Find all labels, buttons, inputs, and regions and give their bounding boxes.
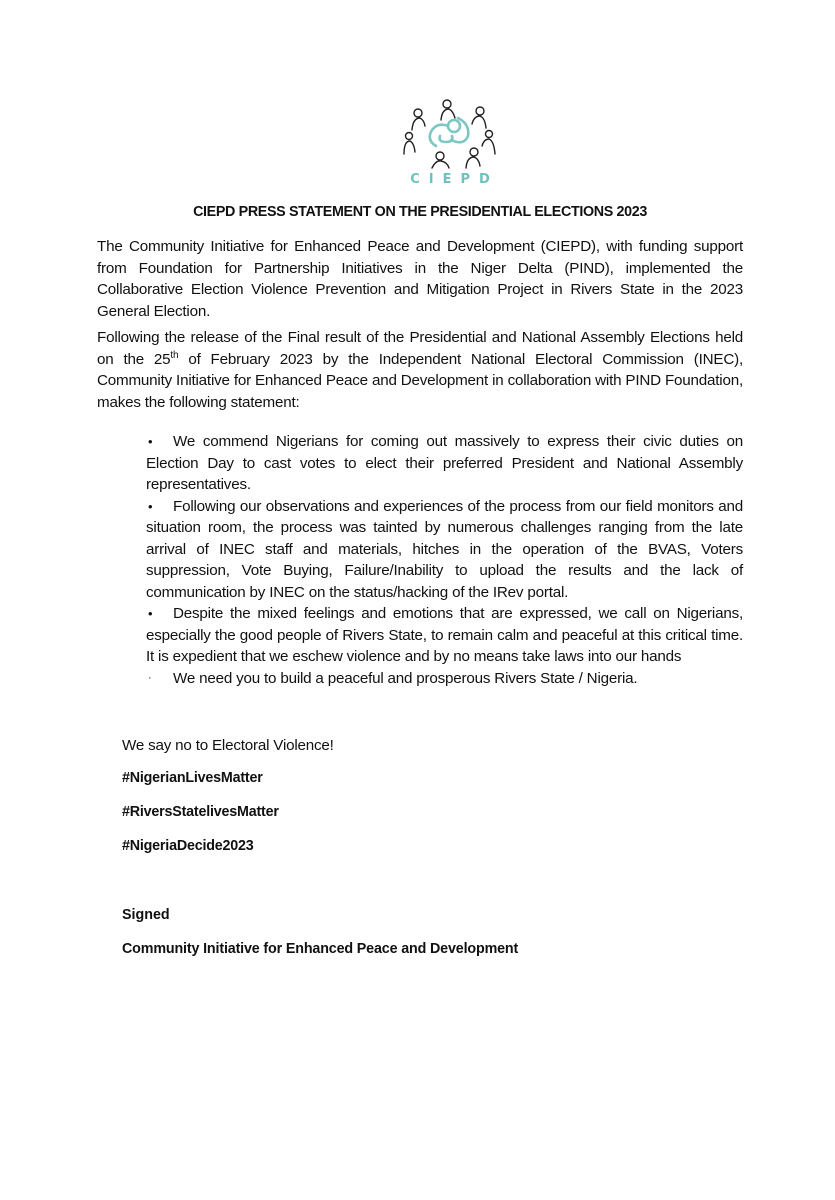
logo-wordmark: CIEPD bbox=[410, 172, 499, 187]
ordinal-suffix: th bbox=[170, 349, 179, 361]
context-text-after: of February 2023 by the Independent National Electoral Commission (INEC), Community Initiative for Enhanced Peace and Development in collaboration with PIND Foundation, makes the following statement: bbox=[97, 350, 743, 411]
list-item-text: We commend Nigerians for coming out massively to express their civic duties on Election Day to cast votes to elect their preferred President and National Assembly representatives. bbox=[146, 433, 743, 493]
closing-statement: We say no to Electoral Violence! bbox=[122, 737, 334, 754]
intro-paragraph: The Community Initiative for Enhanced Peace and Development (CIEPD), with funding support from Foundation for Partnership Initiatives in the Niger Delta (PIND), implemented the Collaborative Election Violence Prevention and Mitigation Project in Rivers State in the 2023 General Election. bbox=[97, 238, 743, 320]
list-item bbox=[146, 496, 743, 604]
list-item bbox=[146, 431, 743, 496]
hashtag: #NigeriaDecide2023 bbox=[122, 838, 254, 854]
ciepd-people-circle-logo-icon bbox=[396, 96, 504, 174]
list-item bbox=[146, 668, 743, 690]
list-item-text: Following our observations and experiences of the process from our field monitors and situation room, the process was tainted by numerous challenges ranging from the late arrival of INEC staff and materials, hitches in the operation of the BVAS, Voters suppression, Vote Buying, Failure/Inability to upload the results and the lack of communication by INEC on the status/hacking of the IRev portal. bbox=[146, 497, 743, 601]
bullet-icon: • bbox=[148, 434, 153, 449]
document-title: CIEPD PRESS STATEMENT ON THE PRESIDENTIAL ELECTIONS 2023 bbox=[193, 204, 647, 220]
signed-label: Signed bbox=[122, 907, 170, 923]
context-paragraph bbox=[97, 327, 743, 413]
context-text-before: Following the release of the Final result of the Presidential and National Assembly Elections held on the 25 bbox=[97, 329, 743, 368]
signatory-name: Community Initiative for Enhanced Peace and Development bbox=[122, 941, 519, 957]
hashtag: #RiversStatelivesMatter bbox=[122, 804, 279, 820]
hashtag: #NigerianLivesMatter bbox=[122, 770, 263, 786]
ciepd-logo bbox=[396, 96, 504, 192]
bullet-icon: • bbox=[148, 606, 153, 621]
list-item-text: We need you to build a peaceful and prosperous Rivers State / Nigeria. bbox=[173, 669, 638, 687]
list-item bbox=[146, 603, 743, 668]
statement-list bbox=[146, 431, 743, 689]
bullet-icon: • bbox=[148, 498, 153, 514]
bullet-icon: · bbox=[148, 671, 152, 684]
list-item-text: Despite the mixed feelings and emotions that are expressed, we call on Nigerians, especially the good people of Rivers State, to remain calm and peaceful at this critical time. It is expedient that we eschew violence and by no means take laws into our hands bbox=[146, 605, 743, 665]
